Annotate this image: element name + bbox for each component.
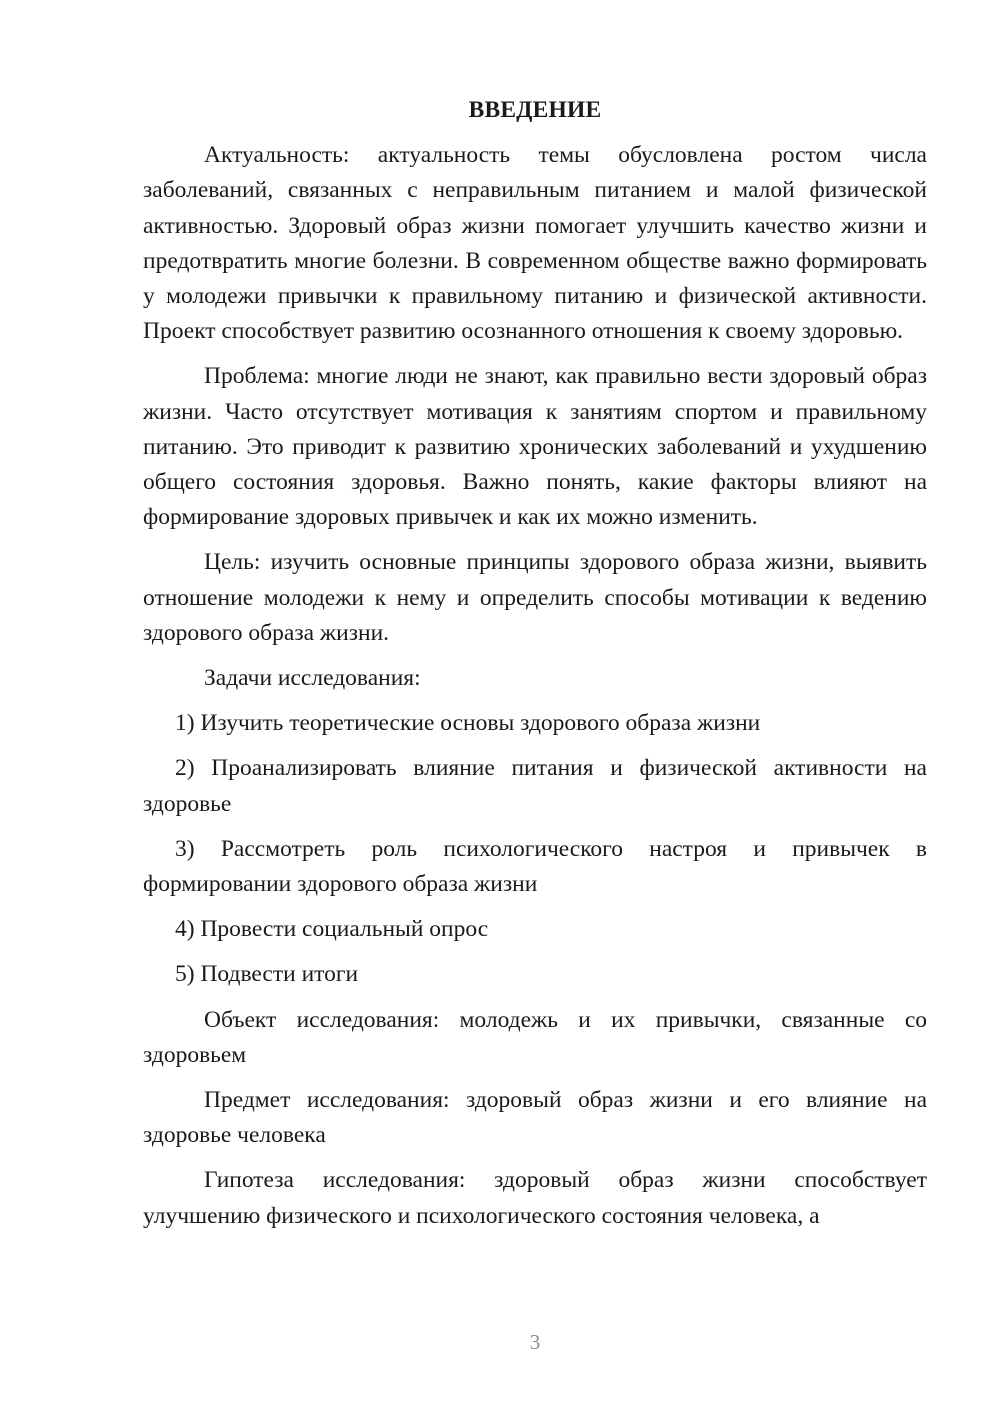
task-item-3: 3) Рассмотреть роль психологического настроя и привычек в формировании здорового образа жизни bbox=[143, 835, 927, 898]
goal-paragraph: Цель: изучить основные принципы здорового образа жизни, выявить отношение молодежи к нему и определить способы мотивации к ведению здорового образа жизни. bbox=[143, 549, 927, 646]
section-title: ВВЕДЕНИЕ bbox=[468, 97, 602, 123]
document-page bbox=[143, 93, 927, 1244]
task-item-2: 2) Проанализировать влияние питания и физической активности на здоровье bbox=[143, 755, 927, 817]
hypothesis-paragraph: Гипотеза исследования: здоровый образ жизни способствует улучшению физического и психологического состояния человека, а bbox=[143, 1167, 927, 1229]
relevance-paragraph: Актуальность: актуальность темы обусловлена ростом числа заболеваний, связанных с неправильным питанием и малой физической активностью. Здоровый образ жизни помогает улучшить качество жизни и предотвратить многие болезни. В современном обществе важно формировать у молодежи привычки к правильному питанию и физической активности. Проект способствует развитию осознанного отношения к своему здоровью. bbox=[143, 142, 927, 345]
problem-paragraph: Проблема: многие люди не знают, как правильно вести здоровый образ жизни. Часто отсутствует мотивация к занятиям спортом и правильному питанию. Это приводит к развитию хронических заболеваний и ухудшению общего состояния здоровья. Важно понять, какие факторы влияют на формирование здоровых привычек и как их можно изменить. bbox=[143, 363, 927, 531]
page-number: 3 bbox=[529, 1330, 541, 1354]
task-item-1: 1) Изучить теоретические основы здорового образа жизни bbox=[175, 710, 761, 737]
object-paragraph: Объект исследования: молодежь и их привычки, связанные со здоровьем bbox=[143, 1006, 927, 1068]
subject-paragraph: Предмет исследования: здоровый образ жизни и его влияние на здоровье человека bbox=[143, 1087, 927, 1149]
task-item-4: 4) Провести социальный опрос bbox=[175, 916, 489, 943]
tasks-heading: Задачи исследования: bbox=[204, 665, 421, 692]
task-item-5: 5) Подвести итоги bbox=[175, 961, 359, 988]
